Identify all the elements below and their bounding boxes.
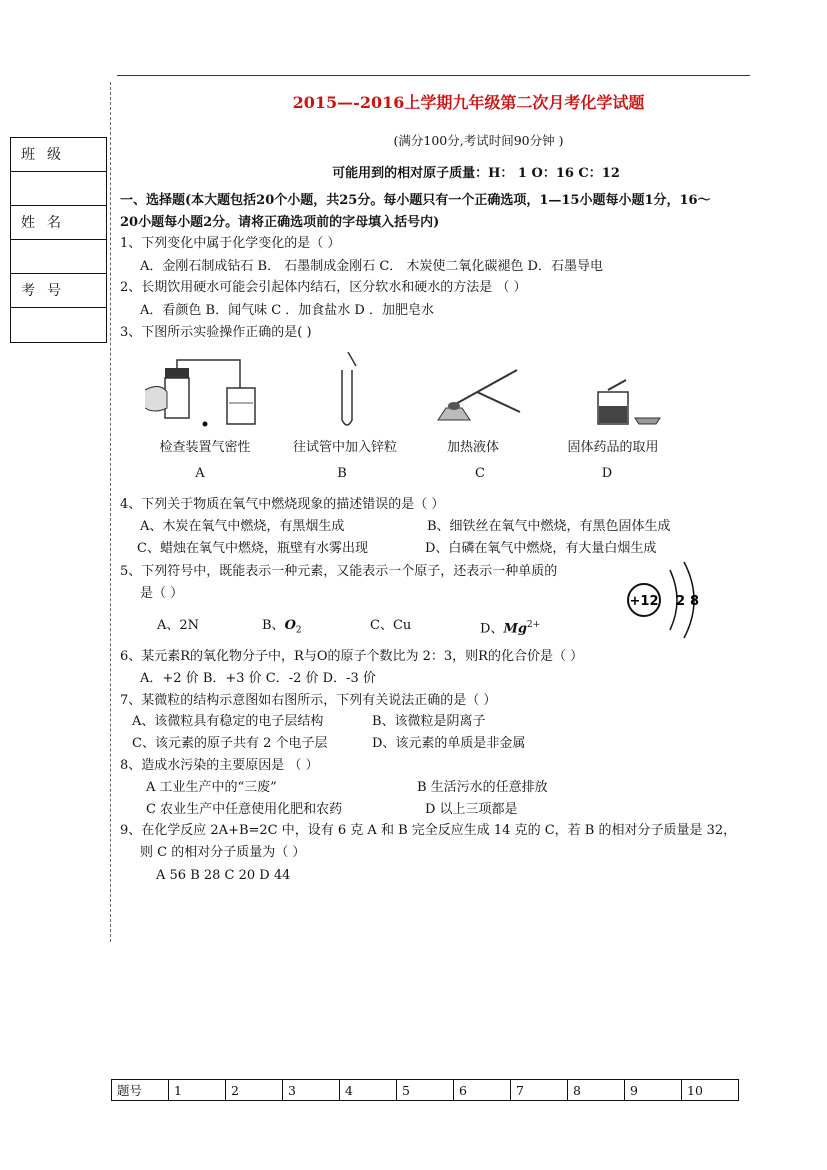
exam-number-field[interactable] bbox=[11, 308, 106, 342]
figure-b-letter: B bbox=[337, 466, 347, 481]
figure-c-heating-liquid bbox=[432, 362, 527, 422]
q8-option-a: A 工业生产中的“三废” bbox=[146, 780, 277, 795]
q8-option-c: C 农业生产中任意使用化肥和农药 bbox=[146, 802, 343, 817]
q1-options: A．金刚石制成钻石 B． 石墨制成金刚石 C． 木炭使二氧化碳褪色 D．石墨导电 bbox=[140, 259, 603, 274]
section1-heading-line1: 一、选择题(本大题包括20个小题，共25分。每小题只有一个正确选项，1—15小题每小题1分，16～ bbox=[120, 193, 711, 208]
q4-option-c: C、蜡烛在氧气中燃烧，瓶壁有水雾出现 bbox=[137, 541, 368, 556]
q6-options: A．+2 价 B．+3 价 C．-2 价 D．-3 价 bbox=[140, 671, 376, 686]
answer-cell-8: 8 bbox=[568, 1080, 625, 1101]
q5-stem-continued: 是（ ） bbox=[140, 586, 184, 601]
q9-stem-continued: 则 C 的相对分子质量为（ ） bbox=[140, 845, 306, 860]
answer-cell-6: 6 bbox=[454, 1080, 511, 1101]
q5-option-b: B、$O_2$ bbox=[262, 618, 302, 636]
q7-option-a: A、该微粒具有稳定的电子层结构 bbox=[132, 714, 324, 729]
section1-heading-line2: 20小题每小题2分。请将正确选项前的字母填入括号内) bbox=[120, 215, 440, 230]
atom-nucleus-label: +12 bbox=[629, 594, 659, 609]
q5-option-c: C、Cu bbox=[370, 618, 412, 633]
answer-cell-4: 4 bbox=[340, 1080, 397, 1101]
exam-subtitle: (满分100分,考试时间90分钟 ) bbox=[393, 133, 564, 148]
q7-option-b: B、该微粒是阴离子 bbox=[372, 714, 486, 729]
q8-option-b: B 生活污水的任意排放 bbox=[417, 780, 548, 795]
answer-cell-5: 5 bbox=[397, 1080, 454, 1101]
q7-option-c: C、该元素的原子共有 2 个电子层 bbox=[132, 736, 328, 751]
q5-option-d: D、$Mg^{2+}$ bbox=[480, 620, 541, 637]
q4-option-a: A、木炭在氧气中燃烧，有黑烟生成 bbox=[140, 519, 345, 534]
q8-stem: 8、造成水污染的主要原因是 （ ） bbox=[120, 758, 319, 773]
student-info-box bbox=[10, 137, 107, 343]
q2-stem: 2、长期饮用硬水可能会引起体内结石，区分软水和硬水的方法是 （ ） bbox=[120, 280, 527, 295]
q5-option-a: A、2N bbox=[157, 618, 200, 633]
q4-option-d: D、白磷在氧气中燃烧，有大量白烟生成 bbox=[425, 541, 657, 556]
figure-d-caption: 固体药品的取用 bbox=[567, 440, 659, 455]
figure-c-letter: C bbox=[475, 466, 485, 481]
class-field[interactable] bbox=[11, 172, 106, 206]
figure-a-letter: A bbox=[195, 466, 205, 481]
answer-cell-2: 2 bbox=[226, 1080, 283, 1101]
figure-d-letter: D bbox=[601, 466, 613, 481]
q9-stem: 9、在化学反应 2A+B=2C 中，设有 6 克 A 和 B 完全反应生成 14 克的 C，若 B 的相对分子质量是 32， bbox=[120, 823, 737, 838]
answer-table-label: 题号 bbox=[112, 1080, 169, 1101]
figure-c-caption: 加热液体 bbox=[446, 440, 499, 455]
q4-option-b: B、细铁丝在氧气中燃烧，有黑色固体生成 bbox=[427, 519, 671, 534]
atomic-masses: 可能用到的相对原子质量：H： 1 O：16 C：12 bbox=[332, 166, 620, 181]
q7-option-d: D、该元素的单质是非金属 bbox=[372, 736, 526, 751]
figure-b-caption: 往试管中加入锌粒 bbox=[292, 440, 397, 455]
figure-a-airtightness-check bbox=[145, 358, 265, 438]
answer-table bbox=[111, 1079, 739, 1101]
class-label: 班级 bbox=[11, 138, 106, 172]
q2-options: A．看颜色 B．闻气味 C ．加食盐水 D ．加肥皂水 bbox=[140, 303, 434, 318]
atom-shell2-label: 8 bbox=[690, 594, 700, 609]
q5-stem: 5、下列符号中，既能表示一种元素，又能表示一个原子，还表示一种单质的 bbox=[120, 564, 558, 579]
exam-title: 2015—-2016上学期九年级第二次月考化学试题 bbox=[292, 93, 645, 112]
answer-table-header-row bbox=[112, 1080, 739, 1101]
q8-option-d: D 以上三项都是 bbox=[425, 802, 518, 817]
answer-cell-7: 7 bbox=[511, 1080, 568, 1101]
answer-cell-10: 10 bbox=[682, 1080, 739, 1101]
q3-stem: 3、下图所示实验操作正确的是( ) bbox=[120, 325, 312, 340]
q7-stem: 7、某微粒的结构示意图如右图所示，下列有关说法正确的是（ ） bbox=[120, 693, 497, 708]
name-field[interactable] bbox=[11, 240, 106, 274]
top-rule bbox=[117, 75, 750, 76]
q4-stem: 4、下列关于物质在氧气中燃烧现象的描述错误的是（ ） bbox=[120, 497, 445, 512]
q1-stem: 1、下列变化中属于化学变化的是（ ） bbox=[120, 236, 341, 251]
figure-b-test-tube bbox=[330, 352, 370, 432]
mg-atom-structure-diagram bbox=[622, 558, 712, 640]
answer-cell-3: 3 bbox=[283, 1080, 340, 1101]
name-label: 姓名 bbox=[11, 206, 106, 240]
exam-number-label: 考号 bbox=[11, 274, 106, 308]
figure-a-caption: 检查装置气密性 bbox=[159, 440, 251, 455]
answer-cell-1: 1 bbox=[169, 1080, 226, 1101]
q9-options: A 56 B 28 C 20 D 44 bbox=[156, 868, 291, 883]
binding-dashed-line bbox=[110, 82, 111, 942]
q6-stem: 6、某元素R的氧化物分子中，R与O的原子个数比为 2：3，则R的化合价是（ ） bbox=[120, 649, 584, 664]
figure-d-solid-reagent bbox=[590, 378, 665, 428]
atom-shell1-label: 2 bbox=[676, 594, 686, 609]
answer-cell-9: 9 bbox=[625, 1080, 682, 1101]
